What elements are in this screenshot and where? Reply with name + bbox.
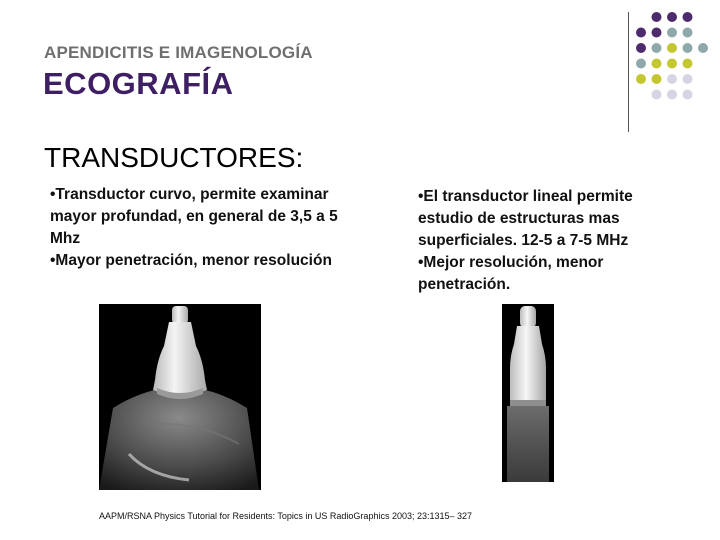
decorative-dot [667, 90, 677, 100]
right-bullet: •Mejor resolución, menor penetración. [418, 254, 604, 293]
decorative-dot [667, 28, 677, 38]
left-bullet-column [50, 184, 370, 272]
decorative-dot [683, 28, 693, 38]
left-bullet: •Mayor penetración, menor resolución [50, 252, 332, 269]
decorative-dot [698, 43, 708, 53]
decorative-dot [683, 12, 693, 22]
left-bullet: •Transductor curvo, permite examinar mayor profundad, en general de 3,5 a 5 Mhz [50, 186, 338, 247]
decorative-dot [636, 59, 646, 69]
image-source-caption: AAPM/RSNA Physics Tutorial for Residents: Topics in US RadioGraphics 2003; 23:1315– 327 [99, 511, 473, 521]
decorative-dot [652, 59, 662, 69]
linear-transducer-ultrasound-image [502, 304, 554, 482]
decorative-dot [683, 90, 693, 100]
decorative-dot [683, 43, 693, 53]
decorative-dot [652, 43, 662, 53]
decorative-dot [667, 12, 677, 22]
curved-transducer-ultrasound-image [99, 304, 261, 490]
decorative-dot [636, 28, 646, 38]
decorative-dot [667, 59, 677, 69]
right-bullet-column [418, 186, 668, 296]
decorative-vertical-line [628, 12, 629, 132]
decorative-dot [683, 74, 693, 84]
decorative-dot [667, 43, 677, 53]
decorative-dot [652, 90, 662, 100]
decorative-dot [636, 43, 646, 53]
section-heading: TRANSDUCTORES: [44, 142, 304, 173]
slide-title: ECOGRAFÍA [43, 66, 234, 101]
decorative-dot [667, 74, 677, 84]
decorative-dot [636, 74, 646, 84]
decorative-dot [652, 74, 662, 84]
slide-subtitle: APENDICITIS E IMAGENOLOGÍA [44, 43, 313, 62]
right-bullet: •El transductor lineal permite estudio de estructuras mas superficiales. 12-5 a 7-5 MHz [418, 188, 633, 249]
decorative-dot [652, 28, 662, 38]
decorative-dot [652, 12, 662, 22]
decorative-dot [683, 59, 693, 69]
